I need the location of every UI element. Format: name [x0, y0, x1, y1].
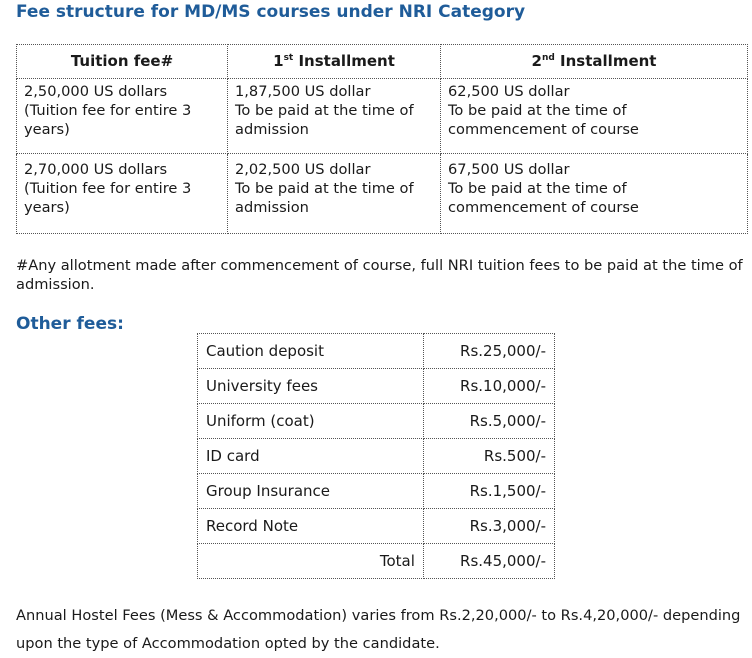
table-row	[198, 509, 555, 544]
first-installment-cell	[228, 154, 441, 234]
header-second-sup: nd	[541, 53, 555, 63]
tuition-fee-cell	[17, 154, 228, 234]
page-title: Fee structure for MD/MS courses under NRI Category	[16, 2, 526, 22]
fee-label: Group Insurance	[198, 474, 424, 509]
table-row	[198, 369, 555, 404]
tuition-fee-table	[16, 44, 748, 234]
total-label: Total	[198, 544, 424, 579]
tuition-note: (Tuition fee for entire 3 years)	[24, 102, 192, 138]
header-first-installment	[228, 45, 441, 79]
other-fees-table	[197, 333, 555, 579]
tuition-amount: 2,70,000 US dollars	[24, 161, 168, 178]
second-installment-amount: 67,500 US dollar	[448, 161, 570, 178]
first-installment-note: To be paid at the time of admission	[235, 180, 414, 216]
fee-amount: Rs.25,000/-	[423, 334, 554, 369]
header-second-num: 2	[531, 52, 542, 70]
header-second-rest: Installment	[554, 52, 657, 70]
table-header-row	[17, 45, 748, 79]
first-installment-amount: 1,87,500 US dollar	[235, 83, 371, 100]
second-installment-amount: 62,500 US dollar	[448, 83, 570, 100]
header-first-rest: Installment	[293, 52, 395, 70]
fee-amount: Rs.10,000/-	[423, 369, 554, 404]
header-second-installment	[441, 45, 748, 79]
tuition-fee-cell	[17, 79, 228, 154]
table-row	[17, 154, 748, 234]
table-row	[198, 404, 555, 439]
tuition-amount: 2,50,000 US dollars	[24, 83, 168, 100]
hostel-fees-note: Annual Hostel Fees (Mess & Accommodation) varies from Rs.2,20,000/- to Rs.4,20,000/- depending upon the type of Accommodation opted by the candidate.	[16, 607, 741, 652]
first-installment-amount: 2,02,500 US dollar	[235, 161, 371, 178]
fee-label: Record Note	[198, 509, 424, 544]
total-row	[198, 544, 555, 579]
table-row	[17, 79, 748, 154]
table-row	[198, 474, 555, 509]
second-installment-note: To be paid at the time of commencement of course	[448, 180, 639, 216]
header-first-num: 1	[273, 52, 284, 70]
first-installment-cell	[228, 79, 441, 154]
second-installment-note: To be paid at the time of commencement of course	[448, 102, 639, 138]
fee-amount: Rs.3,000/-	[423, 509, 554, 544]
fee-label: University fees	[198, 369, 424, 404]
table-row	[198, 439, 555, 474]
fee-amount: Rs.500/-	[423, 439, 554, 474]
header-tuition-fee: Tuition fee#	[17, 45, 228, 79]
table-row	[198, 334, 555, 369]
tuition-note: (Tuition fee for entire 3 years)	[24, 180, 192, 216]
allotment-note: #Any allotment made after commencement of course, full NRI tuition fees to be paid at the time of admission.	[16, 257, 743, 293]
fee-label: Caution deposit	[198, 334, 424, 369]
fee-label: Uniform (coat)	[198, 404, 424, 439]
other-fees-title: Other fees:	[16, 314, 124, 334]
fee-amount: Rs.1,500/-	[423, 474, 554, 509]
fee-amount: Rs.5,000/-	[423, 404, 554, 439]
fee-label: ID card	[198, 439, 424, 474]
total-amount: Rs.45,000/-	[423, 544, 554, 579]
first-installment-note: To be paid at the time of admission	[235, 102, 414, 138]
header-first-sup: st	[283, 53, 294, 63]
second-installment-cell	[441, 154, 748, 234]
second-installment-cell	[441, 79, 748, 154]
